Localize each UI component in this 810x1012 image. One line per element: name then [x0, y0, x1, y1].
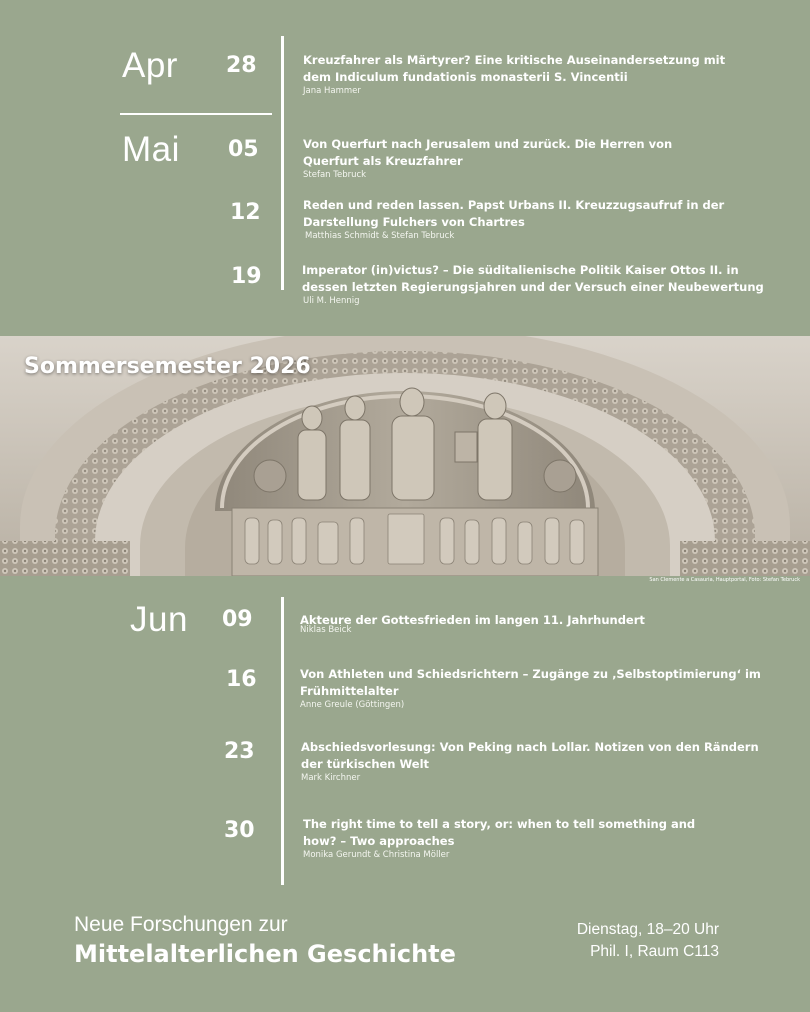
venue-info: [577, 919, 719, 963]
day-number: 12: [230, 200, 261, 225]
list-item: [301, 739, 759, 783]
day-number: 30: [224, 818, 255, 843]
day-number: 09: [222, 607, 253, 632]
talk-title-line: Akteure der Gottesfrieden im langen 11. Jahrhundert: [300, 613, 645, 627]
timeline-divider-upper: [281, 36, 284, 290]
photo-caption: San Clemente a Casauria, Hauptportal, Foto: Stefan Tebruck: [649, 577, 800, 583]
list-item: [303, 816, 695, 860]
series-subtitle: Neue Forschungen zur: [74, 913, 288, 936]
talk-title-line: The right time to tell a story, or: when to tell something and: [303, 817, 696, 831]
list-item: [303, 136, 672, 180]
talk-title-line: der türkischen Welt: [301, 757, 430, 771]
month-label-jun: Jun: [130, 600, 188, 639]
talk-title-line: how? – Two approaches: [303, 834, 455, 848]
list-item: [303, 197, 724, 241]
list-item: [300, 666, 761, 710]
speaker-name: Mark Kirchner: [301, 773, 361, 783]
talk-title-line: dessen letzten Regierungsjahren und der Versuch einer Neubewertung: [302, 280, 764, 294]
talk-title-line: Imperator (in)victus? – Die süditalienische Politik Kaiser Ottos II. in: [302, 263, 739, 277]
list-item: [300, 612, 645, 635]
day-number: 28: [226, 53, 257, 78]
talk-title-line: dem Indiculum fundationis monasterii S. Vincentii: [303, 70, 628, 84]
talk-title-line: Von Querfurt nach Jerusalem und zurück. Die Herren von: [303, 137, 673, 151]
speaker-name: Matthias Schmidt & Stefan Tebruck: [305, 231, 455, 241]
talk-title-line: Querfurt als Kreuzfahrer: [303, 154, 463, 168]
talk-title-line: Reden und reden lassen. Papst Urbans II. Kreuzzugsaufruf in der: [303, 198, 725, 212]
day-number: 23: [224, 739, 255, 764]
talk-title-line: Kreuzfahrer als Märtyrer? Eine kritische Auseinandersetzung mit: [303, 53, 726, 67]
time-info: Dienstag, 18–20 Uhr: [576, 921, 719, 938]
month-divider: [120, 113, 272, 115]
speaker-name: Jana Hammer: [303, 86, 361, 96]
speaker-name: Niklas Beick: [300, 625, 352, 635]
day-number: 19: [231, 264, 262, 289]
timeline-divider-lower: [281, 597, 284, 885]
series-title: Mittelalterlichen Geschichte: [74, 940, 456, 968]
speaker-name: Monika Gerundt & Christina Möller: [303, 850, 450, 860]
speaker-name: Stefan Tebruck: [303, 170, 367, 180]
room-info: Phil. I, Raum C113: [590, 943, 719, 960]
semester-title: Sommersemester 2026: [24, 354, 311, 379]
talk-title-line: Von Athleten und Schiedsrichtern – Zugänge zu ‚Selbstoptimierung‘ im: [300, 667, 761, 681]
list-item: [303, 52, 725, 96]
day-number: 16: [226, 667, 257, 692]
month-label-apr: Apr: [122, 46, 178, 85]
talk-title-line: Darstellung Fulchers von Chartres: [303, 215, 525, 229]
list-item: [302, 262, 764, 306]
speaker-name: Anne Greule (Göttingen): [300, 700, 405, 710]
month-label-mai: Mai: [122, 130, 180, 169]
talk-title-line: Frühmittelalter: [300, 684, 399, 698]
day-number: 05: [228, 137, 259, 162]
talk-title-line: Abschiedsvorlesung: Von Peking nach Lollar. Notizen von den Rändern: [301, 740, 759, 754]
speaker-name: Uli M. Hennig: [303, 296, 360, 306]
